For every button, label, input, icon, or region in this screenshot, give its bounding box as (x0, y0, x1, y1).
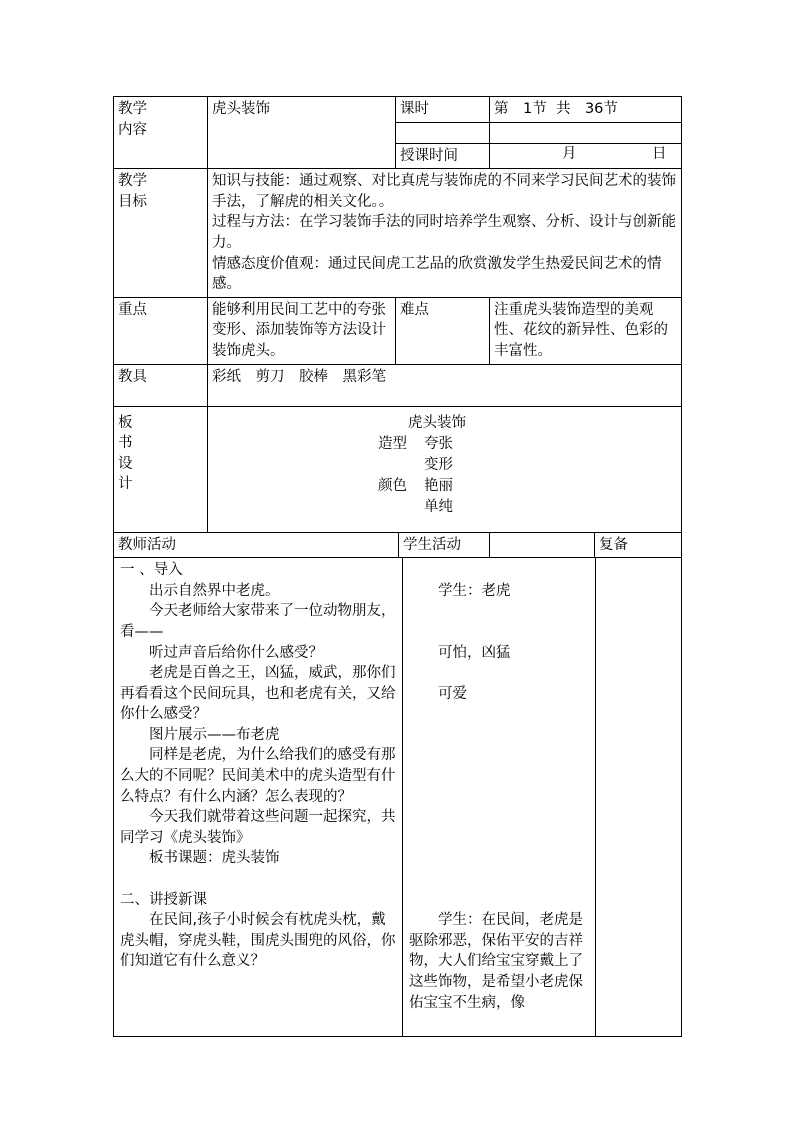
board-shape-b: 变形 (424, 456, 453, 473)
tools-text: 彩纸 剪刀 胶棒 黑彩笔 (208, 364, 682, 406)
time-label: 授课时间 (396, 143, 490, 169)
lesson-plan-table (113, 96, 682, 1037)
period-value: 第 1节 共 36节 (490, 97, 682, 123)
board-color: 颜色 (378, 477, 407, 494)
review-header: 复备 (595, 533, 682, 558)
section-intro: 一 、导入 (120, 562, 183, 579)
tools-label: 教具 (114, 364, 208, 406)
board-shape: 造型 (378, 435, 407, 452)
content-value: 虎头装饰 (208, 97, 396, 169)
board-design (208, 406, 682, 532)
blank-cell (396, 122, 490, 143)
key-text: 能够利用民间工艺中的夸张变形、添加装饰等方法设计装饰虎头。 (208, 297, 396, 364)
goal-process: 过程与方法：在学习装饰手法的同时培养学生观察、分析、设计与创新能力。 (212, 214, 676, 251)
time-month: 月 (562, 145, 577, 162)
board-color-b: 单纯 (424, 498, 453, 515)
period-label: 课时 (396, 97, 490, 123)
difficulty-text: 注重虎头装饰造型的美观性、花纹的新异性、色彩的丰富性。 (490, 297, 682, 364)
review-activity (596, 558, 682, 1036)
key-label: 重点 (114, 297, 208, 364)
blank-cell (490, 122, 682, 143)
difficulty-label: 难点 (396, 297, 490, 364)
board-label: 板 书 设 计 (114, 406, 208, 532)
section-new-lesson: 二、讲授新课 (120, 891, 207, 908)
content-label: 教学 内容 (114, 97, 208, 169)
board-color-a: 艳丽 (424, 477, 453, 494)
teacher-activity: 一 、导入 出示自然界中老虎。 今天老师给大家带来了一位动物朋友，看—— 听过声音后给你什么感受？ 老虎是百兽之王，凶猛，威武，那你们再看看这个民间玩具，也和老虎有关，又给你什么感受？ 图片展示——布老虎 同样是老虎，为什么给我们的感受有那么大的不同呢？民间美术中的虎头造型有什么特点？有什么内涵？怎么表现的？ 今天我们就带着这些问题一起探究，共同学习《虎头装饰》 板书课题：虎头装饰 二、讲授新课 在民间,孩子小时候会有枕虎头枕，戴虎头帽，穿虎头鞋，围虎头围兜的风俗，你们知道它有什么意义？ (114, 558, 403, 1036)
teacher-header: 教师活动 (114, 533, 399, 558)
goal-knowledge: 知识与技能：通过观察、对比真虎与装饰虎的不同来学习民间艺术的装饰手法，了解虎的相关文化。。 (212, 173, 676, 210)
goals-label: 教学 目标 (114, 169, 208, 298)
goal-emotion: 情感态度价值观：通过民间虎工艺品的欣赏激发学生热爱民间艺术的情感。 (212, 255, 662, 293)
student-header: 学生活动 (403, 536, 461, 553)
time-day: 日 (652, 145, 667, 162)
board-shape-a: 夸张 (424, 435, 453, 452)
goals-text (208, 169, 682, 298)
board-title: 虎头装饰 (408, 414, 466, 431)
student-activity: 学生：老虎 可怕，凶猛 可爱 学生：在民间，老虎是驱除邪恶，保佑平安的吉祥物，大人们给宝宝穿戴上了这些饰物，是希望小老虎保佑宝宝不生病，像 (403, 558, 596, 1036)
